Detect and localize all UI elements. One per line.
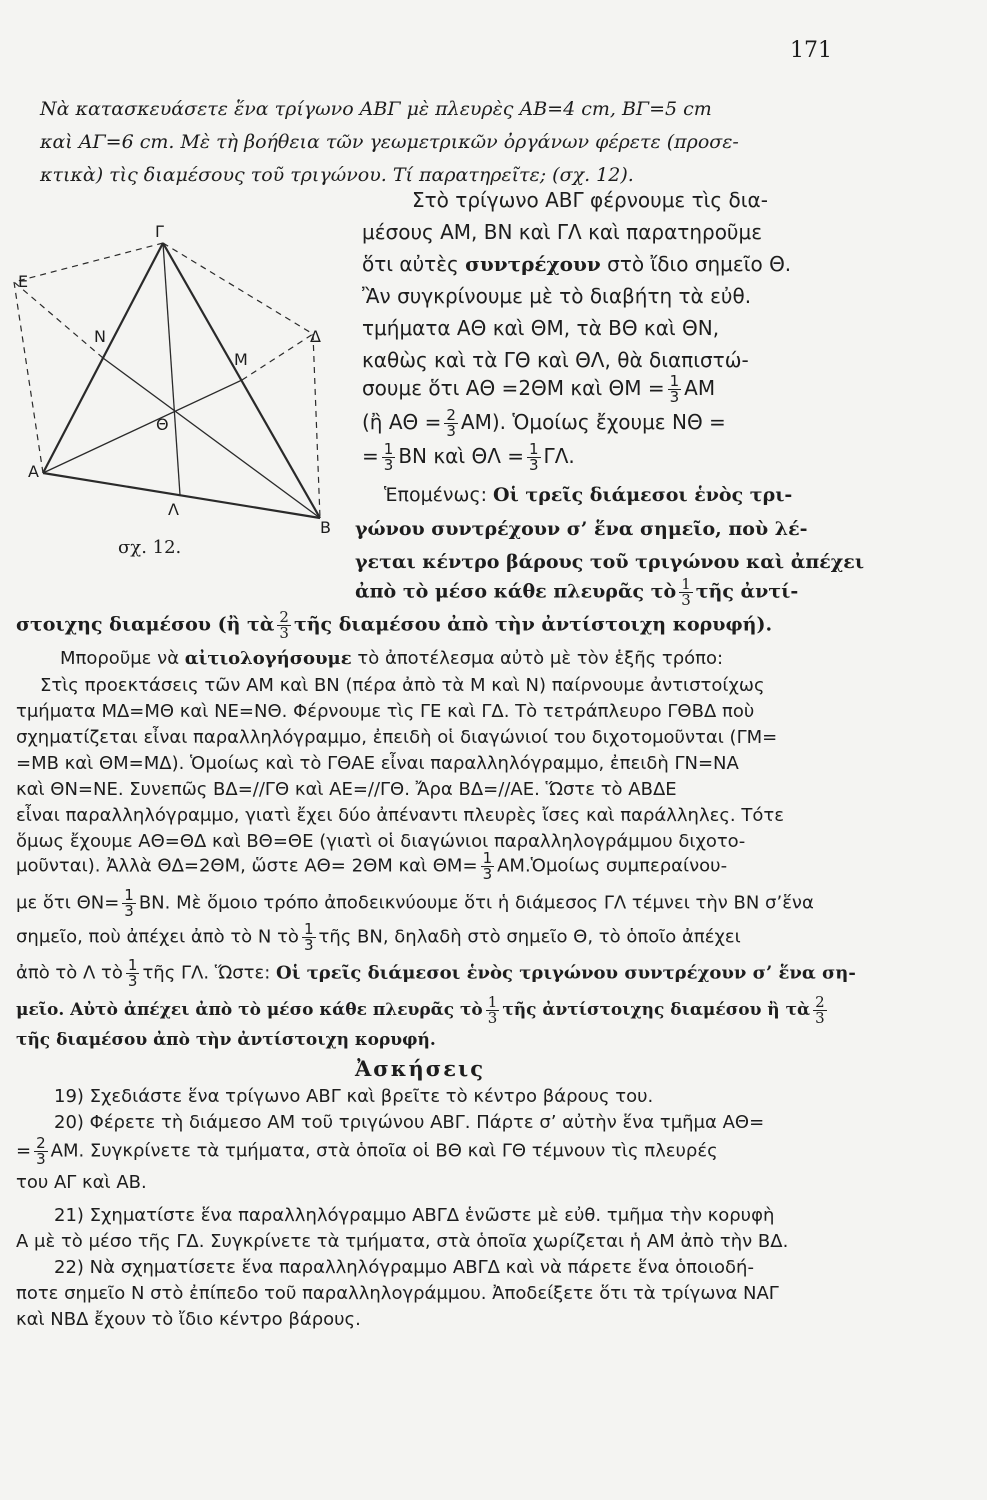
rc-line-5: τμήματα ΑΘ καὶ ΘΜ, τὰ ΒΘ καὶ ΘΝ, <box>362 316 720 340</box>
figure-triangle-medians <box>20 215 350 535</box>
rc-line-3: ὅτι αὐτὲς συντρέχουν στὸ ἴδιο σημεῖο Θ. <box>362 252 792 276</box>
dash-ge <box>14 243 163 282</box>
label-g: Γ <box>155 222 164 241</box>
rc-line-9: = $\frac{1}{3}$ ΒΝ καὶ ΘΛ = $\frac{1}{3}$ ΓΛ. <box>362 440 575 474</box>
rc-line-4: Ἂν συγκρίνουμε μὲ τὸ διαβήτη τὰ εὐθ. <box>362 284 752 308</box>
problem-line-1: Νὰ κατασκευάσετε ἕνα τρίγωνο ΑΒΓ μὲ πλευρὲς ΑΒ=4 cm, ΒΓ=5 cm <box>40 98 712 120</box>
proof-line-12: ἀπὸ τὸ Λ τὸ $\frac{1}{3}$ τῆς ΓΛ. Ὥστε: Οἱ τρεῖς διάμεσοι ἑνὸς τριγώνου συντρέχουν σ’ ἕνα ση- <box>16 956 856 990</box>
proof-line-5: =ΜΒ καὶ ΘΜ=ΜΔ). Ὁμοίως καὶ τὸ ΓΘΑΕ εἶναι παραλληλόγραμμο, ἐπειδὴ ΓΝ=ΝΑ <box>16 753 739 774</box>
rc-line-12: γεται κέντρο βάρους τοῦ τριγώνου καὶ ἀπέχει <box>355 551 865 573</box>
problem-line-3: κτικὰ) τὶς διαμέσους τοῦ τριγώνου. Τί παρατηρεῖτε; (σχ. 12). <box>40 164 634 186</box>
proof-line-1: Μποροῦμε νὰ αἰτιολογήσουμε τὸ ἀποτέλεσμα αὐτὸ μὲ τὸν ἑξῆς τρόπο: <box>60 648 724 669</box>
exercise-22-line-1: 22) Νὰ σχηματίσετε ἕνα παραλληλόγραμμο ΑΒΓΔ καὶ νὰ πάρετε ἕνα ὁποιοδή- <box>54 1257 754 1278</box>
rc-line-13: ἀπὸ τὸ μέσο κάθε πλευρᾶς τὸ $\frac{1}{3}$ τῆς ἀντί- <box>355 575 799 609</box>
proof-line-14: τῆς διαμέσου ἀπὸ τὴν ἀντίστοιχη κορυφή. <box>16 1030 436 1050</box>
proof-line-3: τμήματα ΜΔ=ΜΘ καὶ ΝΕ=ΝΘ. Φέρνουμε τὶς ΓΕ καὶ ΓΔ. Τὸ τετράπλευρο ΓΘΒΔ ποὺ <box>16 701 755 722</box>
median-am <box>43 380 242 473</box>
proof-line-10: με ὅτι ΘΝ= $\frac{1}{3}$ ΒΝ. Μὲ ὅμοιο τρόπο ἀποδεικνύουμε ὅτι ἡ διάμεσος ΓΛ τέμνει τὴν ΒΝ σ’ἕνα <box>16 886 814 920</box>
dash-ea <box>14 282 43 473</box>
median-gl <box>163 243 180 495</box>
problem-line-2: καὶ ΑΓ=6 cm. Μὲ τὴ βοήθεια τῶν γεωμετρικῶν ὀργάνων φέρετε (προσε- <box>40 131 739 153</box>
proof-line-8: ὅμως ἔχουμε ΑΘ=ΘΔ καὶ ΒΘ=ΘΕ (γιατὶ οἱ διαγώνιοι παραλληλογράμμου διχοτο- <box>16 831 746 852</box>
proof-line-6: καὶ ΘΝ=ΝΕ. Συνεπῶς ΒΔ=//ΓΘ καὶ ΑΕ=//ΓΘ. Ἄρα ΒΔ=//ΑΕ. Ὥστε τὸ ΑΒΔΕ <box>16 779 677 800</box>
median-bn <box>103 358 320 518</box>
figure-caption: σχ. 12. <box>118 537 182 558</box>
exercises-heading: Ἀσκήσεις <box>355 1056 485 1081</box>
label-m: Μ <box>234 350 248 369</box>
side-ab <box>43 473 320 518</box>
ext-md <box>242 334 313 380</box>
exercise-19: 19) Σχεδιάστε ἕνα τρίγωνο ΑΒΓ καὶ βρεῖτε τὸ κέντρο βάρους του. <box>54 1086 654 1107</box>
label-d: Δ <box>310 327 321 346</box>
full-line-14: στοιχης διαμέσου (ἢ τὰ $\frac{2}{3}$ τῆς διαμέσου ἀπὸ τὴν ἀντίστοιχη κορυφή). <box>16 608 773 642</box>
rc-line-11: γώνου συντρέχουν σ’ ἕνα σημεῖο, ποὺ λέ- <box>355 518 808 540</box>
proof-line-11: σημεῖο, ποὺ ἀπέχει ἀπὸ τὸ Ν τὸ $\frac{1}{3}$ τῆς ΒΝ, δηλαδὴ στὸ σημεῖο Θ, τὸ ὁποῖο ἀπέχει <box>16 920 741 954</box>
exercise-20-line-1: 20) Φέρετε τὴ διάμεσο ΑΜ τοῦ τριγώνου ΑΒΓ. Πάρτε σ’ αὐτὴν ἕνα τμῆμα ΑΘ= <box>54 1112 765 1133</box>
proof-line-2: Στὶς προεκτάσεις τῶν ΑΜ καὶ ΒΝ (πέρα ἀπὸ τὰ Μ καὶ Ν) παίρνουμε ἀντιστοίχως <box>40 675 765 696</box>
rc-line-7: σουμε ὅτι ΑΘ =2ΘΜ καὶ ΘΜ = $\frac{1}{3}$ ΑΜ <box>362 372 716 406</box>
ext-ne <box>14 282 103 358</box>
exercise-22-line-2: ποτε σημεῖο Ν στὸ ἐπίπεδο τοῦ παραλληλογράμμου. Ἀποδείξετε ὅτι τὰ τρίγωνα ΝΑΓ <box>16 1283 779 1304</box>
label-b: Β <box>320 518 331 537</box>
label-l: Λ <box>168 500 179 519</box>
rc-line-10: Ἑπομένως: Οἱ τρεῖς διάμεσοι ἑνὸς τρι- <box>384 484 793 506</box>
label-e: Ε <box>18 272 29 291</box>
exercise-20-line-2: = $\frac{2}{3}$ ΑΜ. Συγκρίνετε τὰ τμήματα, στὰ ὁποῖα οἱ ΒΘ καὶ ΓΘ τέμνουν τὶς πλευρές <box>16 1134 718 1168</box>
rc-line-6: καθὼς καὶ τὰ ΓΘ καὶ ΘΛ, θὰ διαπιστώ- <box>362 348 749 372</box>
page-number: 171 <box>790 38 832 63</box>
rc-line-8: (ἢ ΑΘ = $\frac{2}{3}$ ΑΜ). Ὁμοίως ἔχουμε ΝΘ = <box>362 406 726 440</box>
proof-line-7: εἶναι παραλληλόγραμμο, γιατὶ ἔχει δύο ἀπέναντι πλευρὲς ἴσες καὶ παράλληλες. Τότε <box>16 805 784 826</box>
rc-line-1: Στὸ τρίγωνο ΑΒΓ φέρνουμε τὶς δια- <box>412 188 768 212</box>
exercise-22-line-3: καὶ ΝΒΔ ἔχουν τὸ ἴδιο κέντρο βάρους. <box>16 1309 361 1330</box>
dash-gd <box>163 243 313 334</box>
proof-line-9: μοῦνται). Ἀλλὰ ΘΔ=2ΘΜ, ὥστε ΑΘ= 2ΘΜ καὶ ΘΜ= $\frac{1}{3}$ ΑΜ.Ὁμοίως συμπεραίνου- <box>16 849 728 883</box>
exercise-21-line-2: Α μὲ τὸ μέσο τῆς ΓΔ. Συγκρίνετε τὰ τμήματα, στὰ ὁποῖα χωρίζεται ἡ ΑΜ ἀπὸ τὴν ΒΔ. <box>16 1231 789 1252</box>
dash-db <box>313 334 320 518</box>
exercise-21-line-1: 21) Σχηματίστε ἕνα παραλληλόγραμμο ΑΒΓΔ ἑνῶστε μὲ εὐθ. τμῆμα τὴν κορυφὴ <box>54 1205 775 1226</box>
label-a: Α <box>28 462 39 481</box>
proof-line-13: μεῖο. Αὐτὸ ἀπέχει ἀπὸ τὸ μέσο κάθε πλευρᾶς τὸ $\frac{1}{3}$ τῆς ἀντίστοιχης διαμέσου ἢ τὰ $\frac{2}{3}$ <box>16 993 825 1027</box>
label-n: Ν <box>94 327 106 346</box>
exercise-20-line-3: του ΑΓ καὶ ΑΒ. <box>16 1172 147 1193</box>
proof-line-4: σχηματίζεται εἶναι παραλληλόγραμμο, ἐπειδὴ οἱ διαγώνιοί του διχοτομοῦνται (ΓΜ= <box>16 727 778 748</box>
rc-line-2: μέσους ΑΜ, ΒΝ καὶ ΓΛ καὶ παρατηροῦμε <box>362 220 763 244</box>
label-th: Θ <box>156 415 169 434</box>
